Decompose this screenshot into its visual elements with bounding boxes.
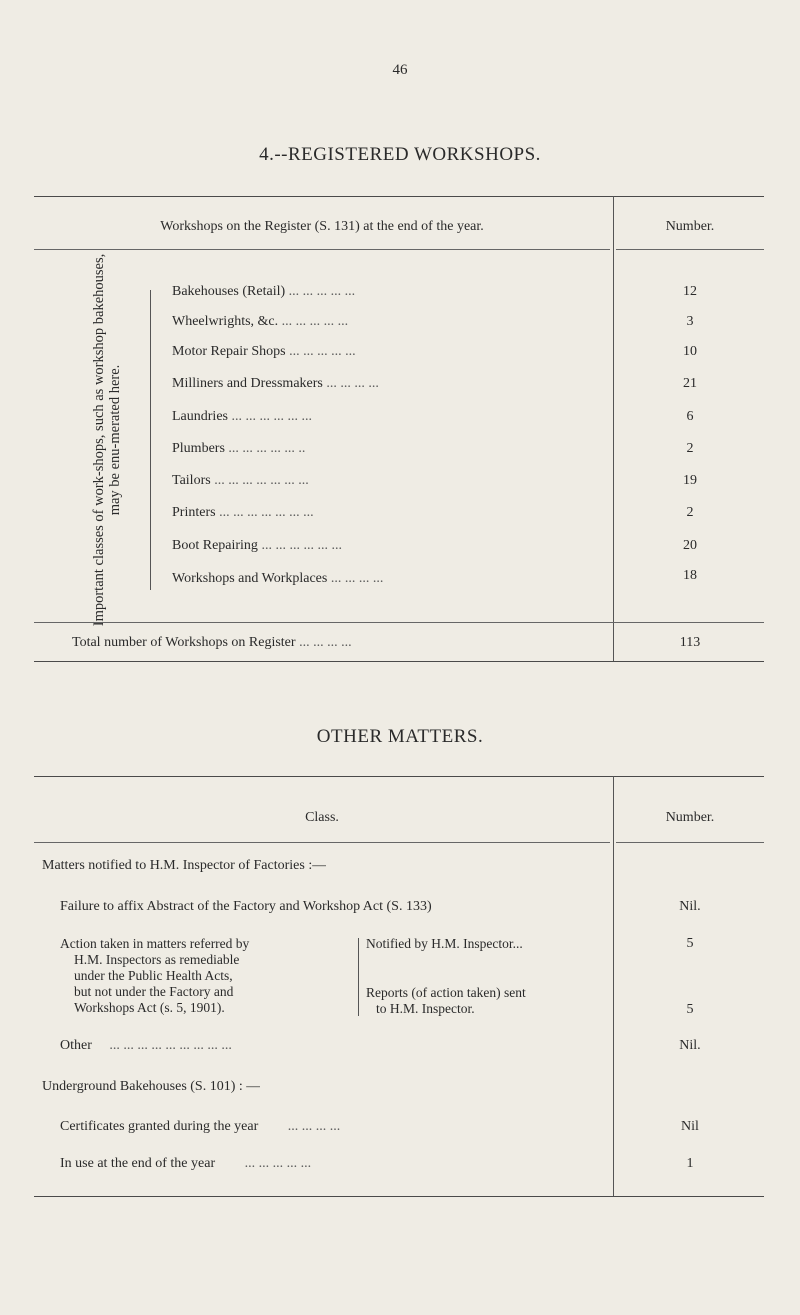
leader-dots: ... ... ... ... <box>287 1119 341 1134</box>
heading-matters-notified: Matters notified to H.M. Inspector of Factories :— <box>42 858 327 873</box>
total-row <box>72 635 612 651</box>
row-workshops-workplaces <box>172 571 612 587</box>
certificates-row <box>60 1119 612 1135</box>
table1-number-header: Number. <box>665 219 715 234</box>
row-tailors <box>172 473 612 489</box>
leader-dots: ... ... ... ... ... .. <box>228 441 306 456</box>
leader-dots: ... ... ... ... ... ... ... <box>214 473 309 488</box>
section-title-registered-workshops: 4.--REGISTERED WORKSHOPS. <box>259 144 541 165</box>
reports-row <box>366 985 611 1017</box>
table2-bottom-rule <box>34 1196 764 1197</box>
leader-dots: ... ... ... ... ... ... <box>261 538 342 553</box>
table2-class-header: Class. <box>305 810 339 825</box>
row-label: Milliners and Dressmakers <box>172 376 323 391</box>
action-line: H.M. Inspectors as remediable <box>74 952 240 967</box>
number-printers: 2 <box>686 505 694 520</box>
table2-number-header: Number. <box>665 810 715 825</box>
total-label: Total number of Workshops on Register <box>72 635 296 650</box>
row-label: Bakehouses (Retail) <box>172 284 286 299</box>
other-label: Other <box>60 1038 92 1053</box>
table2-header-rule-left <box>34 842 610 843</box>
reports-number: 5 <box>686 1002 694 1017</box>
other-row <box>60 1038 612 1054</box>
failure-number: Nil. <box>679 899 701 914</box>
row-label: Plumbers <box>172 441 225 456</box>
number-wheelwrights: 3 <box>686 314 694 329</box>
in-use-row <box>60 1156 612 1172</box>
number-bakehouses: 12 <box>683 284 697 299</box>
side-label: Important classes of work-shops, such as workshop bakehouses, may be enu-merated here. <box>91 253 123 627</box>
number-plumbers: 2 <box>686 441 694 456</box>
row-printers <box>172 505 612 521</box>
leader-dots: ... ... ... ... <box>330 571 384 586</box>
total-rule <box>34 622 764 623</box>
row-label: Motor Repair Shops <box>172 344 286 359</box>
row-label: Wheelwrights, &c. <box>172 314 279 329</box>
failure-row: Failure to affix Abstract of the Factory and Workshop Act (S. 133) <box>60 899 432 914</box>
table1-bottom-rule <box>34 661 764 662</box>
leader-dots: ... ... ... ... <box>299 635 352 650</box>
table1-top-rule <box>34 196 764 197</box>
certificates-label: Certificates granted during the year <box>60 1119 259 1134</box>
table2-header-rule-right <box>616 842 764 843</box>
row-label: Laundries <box>172 409 228 424</box>
leader-dots: ... ... ... ... ... <box>288 284 356 299</box>
leader-dots: ... ... ... ... ... ... <box>231 409 312 424</box>
number-boot-repairing: 20 <box>683 538 697 553</box>
row-label: Workshops and Workplaces <box>172 571 328 586</box>
row-boot-repairing <box>172 538 612 554</box>
heading-underground-bakehouses: Underground Bakehouses (S. 101) : — <box>42 1079 261 1094</box>
table1-header-rule-right <box>616 249 764 250</box>
certificates-number: Nil <box>681 1119 699 1134</box>
row-milliners <box>172 376 612 392</box>
in-use-label: In use at the end of the year <box>60 1156 216 1171</box>
action-line: under the Public Health Acts, <box>74 968 233 983</box>
in-use-number: 1 <box>686 1156 694 1171</box>
notified-row: Notified by H.M. Inspector... <box>366 936 523 951</box>
row-motor-repair <box>172 344 612 360</box>
notified-number: 5 <box>686 936 694 951</box>
side-bracket <box>150 290 151 590</box>
table1-column-header: Workshops on the Register (S. 131) at the end of the year. <box>160 219 484 234</box>
row-label: Tailors <box>172 473 211 488</box>
table2-column-divider <box>613 776 614 1196</box>
table2-top-rule <box>34 776 764 777</box>
other-number: Nil. <box>679 1038 701 1053</box>
action-line: but not under the Factory and <box>74 984 234 999</box>
total-number: 113 <box>679 635 701 650</box>
leader-dots: ... ... ... ... ... ... ... <box>219 505 314 520</box>
table1-column-divider <box>613 196 614 661</box>
action-line: Workshops Act (s. 5, 1901). <box>74 1000 225 1015</box>
row-wheelwrights <box>172 314 612 330</box>
reports-line: to H.M. Inspector. <box>376 1001 475 1016</box>
number-tailors: 19 <box>683 473 697 488</box>
action-bracket <box>358 938 359 1016</box>
action-line: Action taken in matters referred by <box>60 936 250 951</box>
number-laundries: 6 <box>686 409 694 424</box>
row-label: Printers <box>172 505 216 520</box>
row-bakehouses <box>172 284 612 300</box>
leader-dots: ... ... ... ... ... <box>244 1156 312 1171</box>
row-laundries <box>172 409 612 425</box>
leader-dots: ... ... ... ... ... <box>281 314 349 329</box>
number-milliners: 21 <box>683 376 697 391</box>
action-taken-block <box>60 936 360 1016</box>
row-plumbers <box>172 441 612 457</box>
side-label-box <box>62 250 152 630</box>
leader-dots: ... ... ... ... ... <box>289 344 356 359</box>
reports-line: Reports (of action taken) sent <box>366 985 526 1000</box>
section-title-other-matters: OTHER MATTERS. <box>316 726 484 747</box>
number-motor-repair: 10 <box>683 344 697 359</box>
leader-dots: ... ... ... ... ... ... ... ... ... <box>109 1038 232 1053</box>
page-number: 46 <box>392 62 408 78</box>
row-label: Boot Repairing <box>172 538 258 553</box>
leader-dots: ... ... ... ... <box>326 376 379 391</box>
number-workshops-workplaces: 18 <box>683 568 697 583</box>
